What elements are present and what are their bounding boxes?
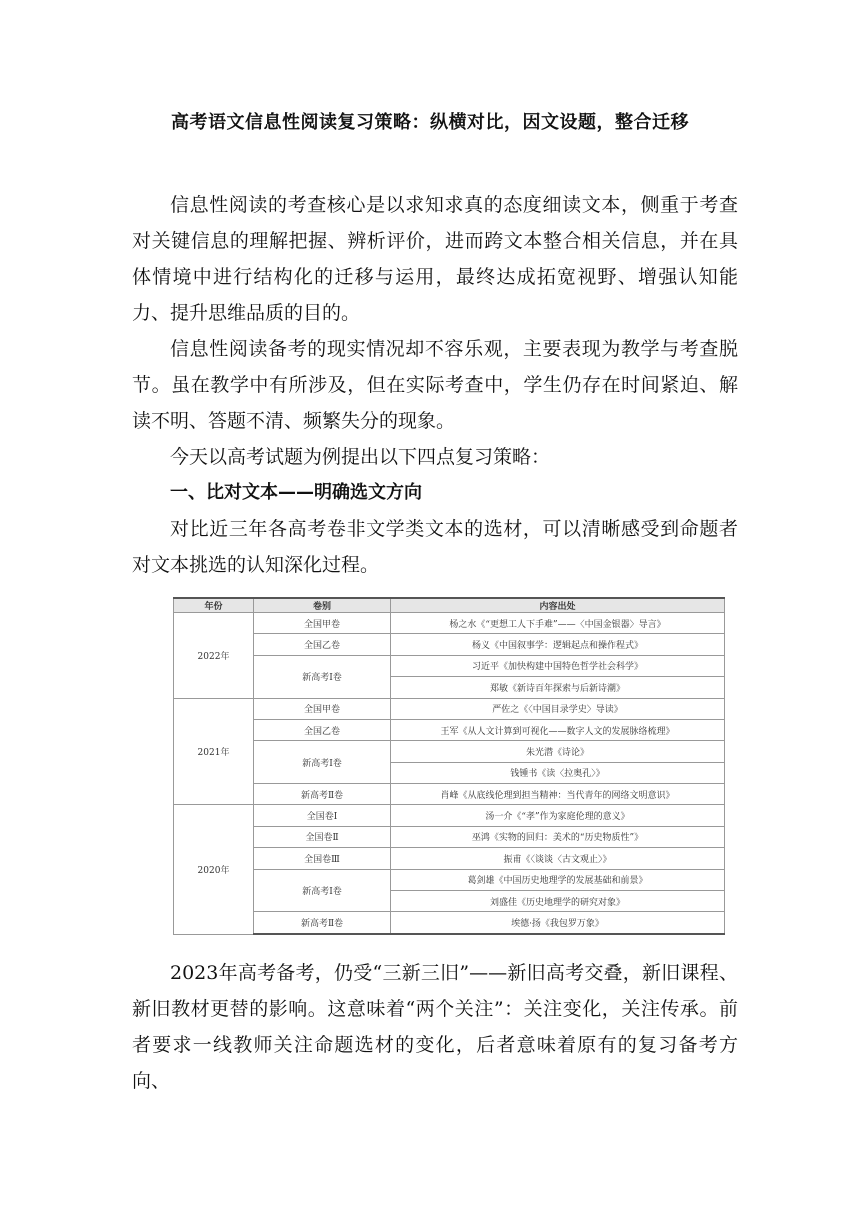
table-row xyxy=(174,784,725,805)
content-cell: 埃德·扬《我包罗万象》 xyxy=(391,912,725,934)
table-row xyxy=(174,655,725,676)
volume-cell: 新高考Ⅱ卷 xyxy=(254,784,391,805)
content-cell: 杨义《中国叙事学：逻辑起点和操作程式》 xyxy=(391,634,725,655)
paragraph-4: 对比近三年各高考卷非文学类文本的选材，可以清晰感受到命题者对文本挑选的认知深化过程。 xyxy=(132,518,738,576)
content-cell: 郑敏《新诗百年探索与后新诗潮》 xyxy=(391,677,725,698)
article-title: 高考语文信息性阅读复习策略：纵横对比，因文设题，整合迁移 xyxy=(171,112,689,133)
volume-cell: 新高考Ⅱ卷 xyxy=(254,912,391,934)
table-row xyxy=(174,613,725,634)
content-cell: 习近平《加快构建中国特色哲学社会科学》 xyxy=(391,655,725,676)
table-row xyxy=(174,805,725,826)
volume-cell: 新高考Ⅰ卷 xyxy=(254,741,391,784)
table-row xyxy=(174,741,725,762)
year-cell-2021: 2021年 xyxy=(174,698,254,805)
volume-cell: 全国甲卷 xyxy=(254,698,391,719)
volume-cell: 新高考Ⅰ卷 xyxy=(254,869,391,912)
section-heading-1: 一、比对文本——明确选文方向 xyxy=(170,482,422,503)
table-row xyxy=(174,912,725,934)
table-row xyxy=(174,634,725,655)
exam-source-table-image xyxy=(173,597,725,935)
table-row xyxy=(174,869,725,890)
table-row xyxy=(174,826,725,847)
paragraph-2: 信息性阅读备考的现实情况却不容乐观，主要表现为教学与考查脱节。虽在教学中有所涉及，但在实际考查中，学生仍存在时间紧迫、解读不明、答题不清、频繁失分的现象。 xyxy=(132,338,738,432)
volume-cell: 全国卷Ⅲ xyxy=(254,848,391,869)
table-row xyxy=(174,698,725,719)
content-cell: 王军《从人文计算到可视化——数字人文的发展脉络梳理》 xyxy=(391,719,725,740)
content-cell: 严佐之《〈中国目录学史〉导读》 xyxy=(391,698,725,719)
content-cell: 钱锺书《读〈拉奥孔〉》 xyxy=(391,762,725,783)
volume-cell: 全国甲卷 xyxy=(254,613,391,634)
paragraph-3: 今天以高考试题为例提出以下四点复习策略： xyxy=(170,446,551,468)
content-cell: 肖峰《从底线伦理到担当精神：当代青年的网络文明意识》 xyxy=(391,784,725,805)
year-cell-2020: 2020年 xyxy=(174,805,254,934)
paragraph-5: 2023年高考备考，仍受“三新三旧”——新旧高考交叠，新旧课程、新旧教材更替的影响。这意味着“两个关注”：关注变化，关注传承。前者要求一线教师关注命题选材的变化，后者意味着原有的复习备考方向、 xyxy=(132,962,738,1092)
table-row xyxy=(174,719,725,740)
content-cell: 汤一介《“孝”作为家庭伦理的意义》 xyxy=(391,805,725,826)
header-volume: 卷别 xyxy=(254,598,391,613)
content-cell: 刘盛佳《历史地理学的研究对象》 xyxy=(391,890,725,911)
table-row xyxy=(174,848,725,869)
article-body-bottom xyxy=(132,955,738,1099)
volume-cell: 全国乙卷 xyxy=(254,719,391,740)
year-cell-2022: 2022年 xyxy=(174,613,254,699)
table-header-row xyxy=(174,598,725,613)
article-body-top xyxy=(132,187,738,583)
content-cell: 巫鸿《实物的回归：美术的“历史物质性”》 xyxy=(391,826,725,847)
exam-source-table xyxy=(173,597,725,935)
content-cell: 葛剑雄《中国历史地理学的发展基础和前景》 xyxy=(391,869,725,890)
header-year: 年份 xyxy=(174,598,254,613)
volume-cell: 全国乙卷 xyxy=(254,634,391,655)
header-content: 内容出处 xyxy=(391,598,725,613)
paragraph-1: 信息性阅读的考查核心是以求知求真的态度细读文本，侧重于考查对关键信息的理解把握、辨析评价，进而跨文本整合相关信息，并在具体情境中进行结构化的迁移与运用，最终达成拓宽视野、增强认知能力、提升思维品质的目的。 xyxy=(132,194,738,324)
content-cell: 振甫《〈谈谈〈古文观止〉》 xyxy=(391,848,725,869)
volume-cell: 全国卷Ⅱ xyxy=(254,826,391,847)
content-cell: 朱光潜《诗论》 xyxy=(391,741,725,762)
content-cell: 杨之水《“更想工人下手难”——〈中国金银器〉导言》 xyxy=(391,613,725,634)
volume-cell: 全国卷Ⅰ xyxy=(254,805,391,826)
volume-cell: 新高考Ⅰ卷 xyxy=(254,655,391,698)
